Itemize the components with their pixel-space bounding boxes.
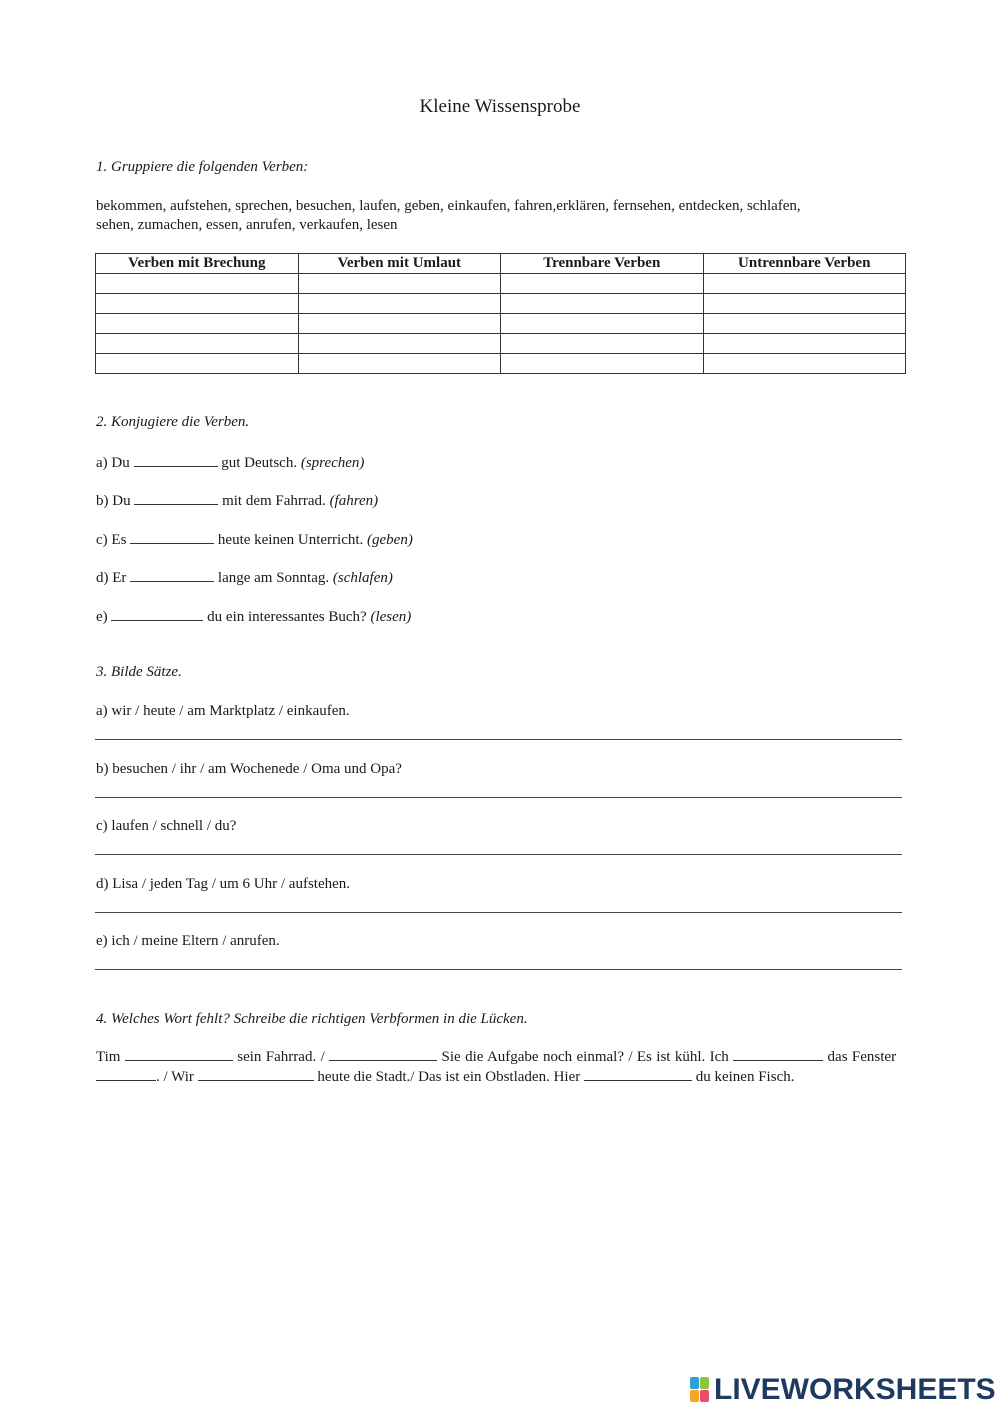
gap-blank[interactable] [733, 1047, 823, 1061]
table-cell[interactable] [96, 274, 299, 294]
table-cell[interactable] [703, 354, 906, 374]
table-header-row [96, 254, 906, 274]
gap-text: Sie die Aufgabe noch einmal? / Es ist kühl. Ich [441, 1049, 729, 1065]
table-cell[interactable] [501, 314, 704, 334]
item-text: du ein interessantes Buch? [207, 609, 367, 625]
gap-text: Tim [96, 1049, 121, 1065]
table-cell[interactable] [501, 294, 704, 314]
page-title: Kleine Wissensprobe [419, 96, 581, 117]
header-untrennbar: Untrennbare Verben [703, 254, 906, 274]
answer-line[interactable] [95, 854, 902, 855]
sentence-prompt-c: c) laufen / schnell / du? [96, 818, 237, 834]
section1-heading: 1. Gruppiere die folgenden Verben: [96, 159, 309, 175]
table-cell[interactable] [703, 274, 906, 294]
gap-blank[interactable] [125, 1047, 233, 1061]
logo-text: LIVEWORKSHEETS [714, 1373, 996, 1406]
table-row [96, 274, 906, 294]
item-text: mit dem Fahrrad. [222, 493, 326, 509]
liveworksheets-logo [690, 1374, 996, 1406]
table-row [96, 354, 906, 374]
answer-line[interactable] [95, 797, 902, 798]
answer-blank[interactable] [130, 530, 214, 544]
item-label: b) Du [96, 493, 131, 509]
gap-text: sein Fahrrad. / [237, 1049, 325, 1065]
sentence-prompt-b: b) besuchen / ihr / am Wochenede / Oma und Opa? [96, 761, 402, 777]
answer-line[interactable] [95, 912, 902, 913]
verb-hint: (geben) [367, 532, 413, 548]
verb-grouping-table [95, 253, 906, 374]
table-cell[interactable] [96, 334, 299, 354]
gap-text: . / Wir [156, 1069, 194, 1085]
header-umlaut: Verben mit Umlaut [298, 254, 501, 274]
verb-hint: (fahren) [329, 493, 379, 509]
sentence-prompt-d: d) Lisa / jeden Tag / um 6 Uhr / aufstehen. [96, 876, 351, 892]
answer-line[interactable] [95, 969, 902, 970]
logo-blocks-icon [690, 1377, 710, 1403]
verb-list-line-1: bekommen, aufstehen, sprechen, besuchen, laufen, geben, einkaufen, fahren,erklären, fernsehen, entdecken, schlafen, [96, 198, 801, 214]
item-label: c) Es [96, 532, 127, 548]
header-trennbar: Trennbare Verben [501, 254, 704, 274]
table-row [96, 294, 906, 314]
gap-text: das Fenster [827, 1049, 897, 1065]
table-cell[interactable] [501, 274, 704, 294]
gap-blank[interactable] [584, 1067, 692, 1081]
item-label: e) [96, 609, 108, 625]
answer-blank[interactable] [134, 453, 218, 467]
table-cell[interactable] [298, 334, 501, 354]
table-cell[interactable] [298, 274, 501, 294]
sentence-prompt-a: a) wir / heute / am Marktplatz / einkaufen. [96, 703, 350, 719]
verb-hint: (schlafen) [332, 570, 393, 586]
table-cell[interactable] [298, 354, 501, 374]
conjugation-item-e [96, 607, 411, 626]
verb-list [96, 197, 896, 235]
section4-heading: 4. Welches Wort fehlt? Schreibe die richtigen Verbformen in die Lücken. [96, 1011, 528, 1027]
gap-text: du keinen Fisch. [695, 1069, 795, 1085]
gap-blank[interactable] [198, 1067, 314, 1081]
sentence-prompt-e: e) ich / meine Eltern / anrufen. [96, 933, 280, 949]
table-row [96, 334, 906, 354]
answer-blank[interactable] [134, 491, 218, 505]
table-row [96, 314, 906, 334]
table-cell[interactable] [96, 314, 299, 334]
item-text: heute keinen Unterricht. [217, 532, 364, 548]
item-text: gut Deutsch. [221, 455, 298, 471]
header-brechung: Verben mit Brechung [96, 254, 299, 274]
verb-hint: (sprechen) [300, 455, 365, 471]
section3-heading: 3. Bilde Sätze. [96, 664, 182, 680]
item-text: lange am Sonntag. [217, 570, 330, 586]
table-cell[interactable] [501, 334, 704, 354]
table-cell[interactable] [298, 314, 501, 334]
verb-list-line-2: sehen, zumachen, essen, anrufen, verkaufen, lesen [96, 217, 398, 233]
conjugation-item-b [96, 491, 378, 510]
table-cell[interactable] [703, 314, 906, 334]
conjugation-item-a [96, 453, 364, 472]
verb-hint: (lesen) [370, 609, 412, 625]
table-cell[interactable] [96, 354, 299, 374]
table-cell[interactable] [501, 354, 704, 374]
section2-heading: 2. Konjugiere die Verben. [96, 414, 250, 430]
gap-fill-paragraph [96, 1047, 896, 1087]
table-cell[interactable] [96, 294, 299, 314]
gap-blank[interactable] [96, 1067, 156, 1081]
conjugation-item-d [96, 568, 393, 587]
table-cell[interactable] [298, 294, 501, 314]
gap-text: heute die Stadt./ Das ist ein Obstladen. Hier [317, 1069, 581, 1085]
answer-blank[interactable] [130, 568, 214, 582]
item-label: a) Du [96, 455, 130, 471]
table-cell[interactable] [703, 334, 906, 354]
item-label: d) Er [96, 570, 127, 586]
conjugation-item-c [96, 530, 413, 549]
table-cell[interactable] [703, 294, 906, 314]
gap-blank[interactable] [329, 1047, 437, 1061]
answer-line[interactable] [95, 739, 902, 740]
answer-blank[interactable] [111, 607, 203, 621]
